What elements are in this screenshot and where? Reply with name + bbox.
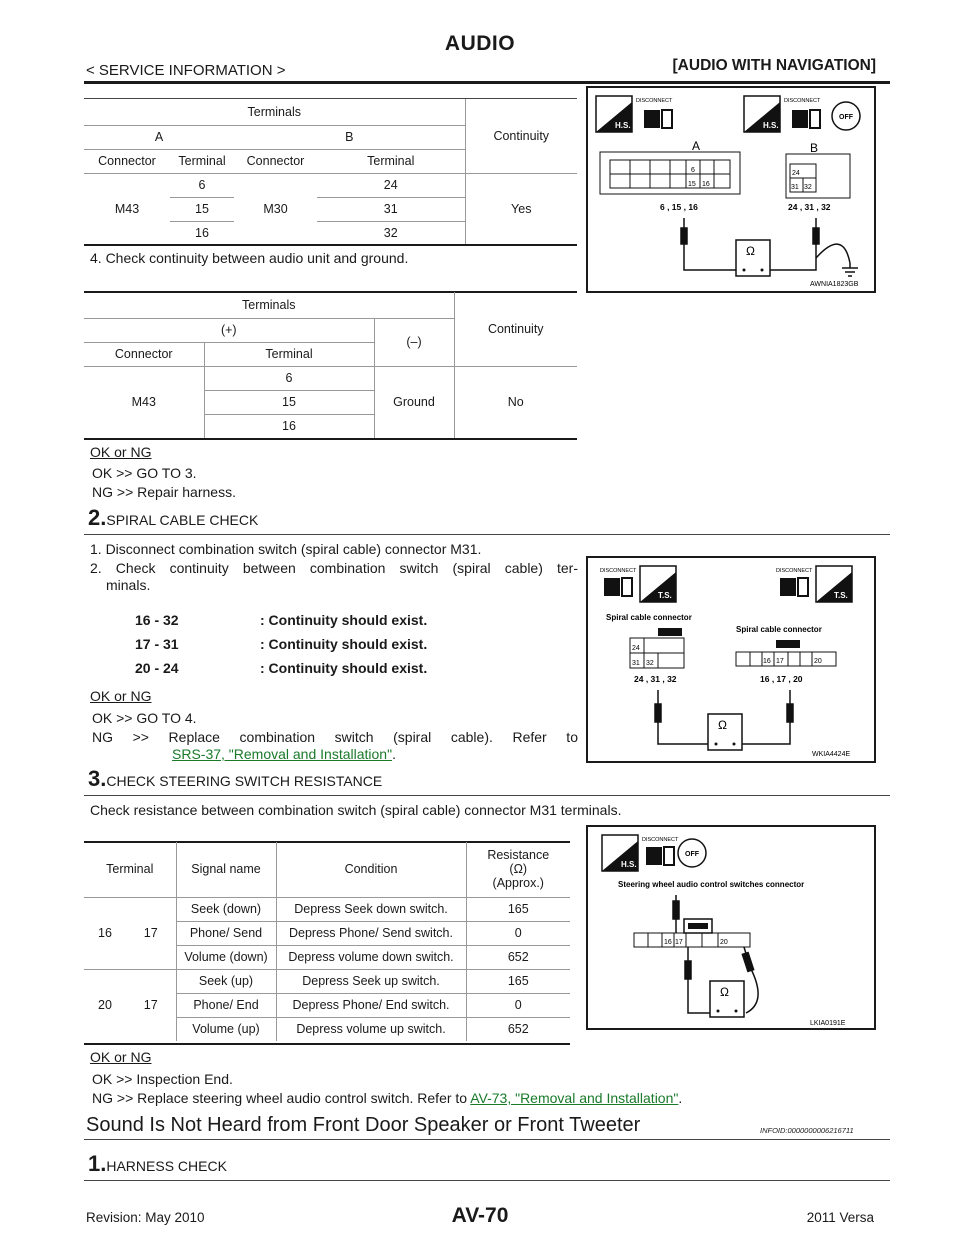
disconnect-icon	[600, 568, 637, 596]
table-header-b: B	[234, 125, 465, 149]
table-cell-value: 652	[466, 945, 570, 969]
table-cell-condition: Depress Seek down switch.	[276, 897, 466, 921]
hs-icon	[602, 835, 638, 871]
ng-result: NG >> Replace combination switch (spiral cable). Refer to	[92, 729, 578, 745]
step-number: 3.	[88, 766, 107, 791]
svg-text:24: 24	[632, 645, 640, 652]
connector-a-label: A	[692, 139, 701, 153]
table-header-a: A	[84, 125, 234, 149]
svg-text:H.S.: H.S.	[615, 121, 631, 130]
resistance-unit: (Ω)	[509, 862, 528, 877]
step-2-line-1: 1. Disconnect combination switch (spiral cable) connector M31.	[90, 541, 482, 557]
disconnect-icon	[784, 98, 821, 128]
wiring-diagram	[588, 827, 874, 1028]
table-cell-terminal: 17	[126, 897, 176, 969]
link-period: .	[678, 1090, 683, 1106]
step-3-line-1: Check resistance between combination switch (spiral cable) connector M31 terminals.	[90, 802, 622, 818]
table-bottom-rule	[84, 244, 577, 246]
table-header-continuity: Continuity	[454, 292, 577, 366]
table-cell-signal: Seek (down)	[176, 897, 276, 921]
hs-icon	[596, 96, 632, 132]
step-2-heading	[88, 505, 258, 531]
step-1-heading	[88, 1151, 227, 1177]
table-header-signal: Signal name	[176, 842, 276, 897]
step-rule	[84, 795, 890, 796]
ts-icon	[640, 566, 676, 602]
table-cell-signal: Volume (down)	[176, 945, 276, 969]
svg-text:16: 16	[664, 939, 672, 946]
table-bottom-rule	[84, 438, 577, 440]
ohmmeter-icon	[736, 240, 770, 276]
section-heading: Sound Is Not Heard from Front Door Speaker or Front Tweeter	[86, 1114, 641, 1136]
ohmmeter-icon	[708, 714, 742, 750]
resistance-table	[84, 842, 570, 1041]
table-cell-value: 0	[466, 993, 570, 1017]
table-cell-value: 0	[466, 921, 570, 945]
table-header-continuity: Continuity	[465, 99, 577, 173]
table-cell-value: 165	[466, 969, 570, 993]
footer-revision: Revision: May 2010	[86, 1210, 205, 1225]
ok-or-ng-label: OK or NG	[90, 1049, 152, 1065]
left-connector-label: Spiral cable connector	[606, 613, 692, 622]
step-title: CHECK STEERING SWITCH RESISTANCE	[106, 773, 383, 789]
table-header-terminal: Terminal	[317, 149, 465, 173]
figure-steering-switch	[586, 825, 876, 1030]
ng-result: NG >> Replace steering wheel audio control switch. Refer to	[92, 1090, 468, 1106]
table-header-plus: (+)	[84, 318, 374, 342]
table-cell-connector: M30	[263, 202, 288, 217]
svg-text:OFF: OFF	[839, 114, 853, 121]
svg-text:31: 31	[632, 660, 640, 667]
continuity-check-pins: 17 - 31	[135, 636, 179, 652]
wiring-diagram	[588, 558, 874, 761]
table-header-terminal: Terminal	[84, 842, 176, 897]
figure-spiral-cable	[586, 556, 876, 763]
table-cell-condition: Depress Phone/ Send switch.	[276, 921, 466, 945]
spiral-connector-right	[736, 640, 836, 666]
pins-label-right: 16 , 17 , 20	[760, 674, 803, 684]
svg-text:OFF: OFF	[685, 851, 699, 858]
connector-label: Steering wheel audio control switches connector	[618, 880, 805, 889]
ohmmeter-icon	[710, 981, 744, 1017]
pins-label-b: 24 , 31 , 32	[788, 202, 831, 212]
table-cell: 31	[317, 197, 465, 221]
svg-text:DISCONNECT: DISCONNECT	[636, 98, 673, 104]
switch-connector	[634, 919, 750, 947]
figure-continuity-a-b	[586, 86, 876, 293]
step-3-heading	[88, 766, 382, 792]
footer-page-number: AV-70	[451, 1204, 509, 1227]
svg-text:Ω: Ω	[746, 244, 755, 258]
svg-text:15: 15	[688, 181, 696, 188]
table-cell: 16	[204, 414, 374, 438]
ground-icon	[842, 263, 858, 276]
svg-text:DISCONNECT: DISCONNECT	[600, 568, 637, 574]
table-cell-condition: Depress Seek up switch.	[276, 969, 466, 993]
page-title: AUDIO	[444, 32, 516, 55]
step-rule	[84, 1180, 890, 1181]
table-header-resistance	[466, 842, 570, 897]
table-cell-signal: Phone/ Send	[176, 921, 276, 945]
table-cell-result: No	[454, 366, 577, 438]
section-rule	[84, 1139, 890, 1140]
resistance-label: Resistance	[487, 848, 550, 863]
svg-text:24: 24	[792, 170, 800, 177]
connector-a	[600, 152, 740, 194]
continuity-check-result: : Continuity should exist.	[260, 636, 428, 652]
table-cell: 6	[170, 173, 234, 197]
svg-text:17: 17	[675, 939, 683, 946]
table-cell-connector: M43	[131, 395, 156, 410]
figure-caption: AWNIA1823GB	[810, 281, 859, 288]
svg-text:32: 32	[804, 184, 812, 191]
srs-37-link[interactable]: SRS-37, "Removal and Installation"	[172, 746, 393, 762]
table-cell-terminal: 17	[143, 998, 158, 1013]
continuity-table-2	[84, 292, 577, 438]
continuity-check-result: : Continuity should exist.	[260, 612, 428, 628]
table-header-minus: (–)	[374, 318, 454, 366]
table-cell-connector: M43	[114, 202, 140, 217]
table-cell-result: Yes	[465, 173, 577, 245]
svg-text:H.S.: H.S.	[763, 121, 779, 130]
header-rule	[84, 81, 890, 84]
table-header-connector: Connector	[84, 149, 170, 173]
disconnect-icon	[642, 837, 679, 865]
figure-caption: LKIA0191E	[810, 1020, 846, 1027]
svg-text:DISCONNECT: DISCONNECT	[642, 837, 679, 843]
svg-text:T.S.: T.S.	[834, 591, 848, 600]
figure-caption: WKIA4424E	[812, 751, 851, 758]
table-header-connector: Connector	[84, 342, 204, 366]
table-cell-condition: Depress Phone/ End switch.	[276, 993, 466, 1017]
step-title: SPIRAL CABLE CHECK	[106, 512, 259, 528]
table-header-condition: Condition	[276, 842, 466, 897]
svg-text:31: 31	[791, 184, 799, 191]
step-4-instruction: 4. Check continuity between audio unit and ground.	[90, 250, 409, 266]
table-cell-condition: Depress volume down switch.	[276, 945, 466, 969]
table-cell-terminal: 20	[98, 998, 112, 1013]
footer-model: 2011 Versa	[806, 1210, 874, 1225]
ng-result: NG >> Repair harness.	[92, 484, 236, 500]
connector-b-label: B	[810, 141, 819, 155]
ignition-off-icon	[832, 102, 860, 130]
pins-label-a: 6 , 15 , 16	[660, 202, 698, 212]
table-header-connector: Connector	[234, 149, 317, 173]
disconnect-icon	[776, 568, 813, 596]
table-cell-signal: Phone/ End	[176, 993, 276, 1017]
info-id: INFOID:0000000006216711	[760, 1126, 854, 1135]
step-2-line-2: 2. Check continuity between combination switch (spiral cable) ter-	[90, 560, 578, 576]
table-header-terminal: Terminal	[170, 149, 234, 173]
table-cell: 32	[383, 226, 398, 241]
connector-b	[786, 154, 850, 198]
ok-result: OK >> GO TO 4.	[92, 710, 197, 726]
table-cell-signal: Volume (up)	[176, 1017, 276, 1041]
step-number: 1.	[88, 1151, 107, 1176]
right-connector-label: Spiral cable connector	[736, 625, 822, 634]
svg-text:16: 16	[763, 658, 771, 665]
table-cell: 6	[204, 366, 374, 390]
svg-text:20: 20	[814, 658, 822, 665]
continuity-check-pins: 16 - 32	[135, 612, 179, 628]
step-title: HARNESS CHECK	[106, 1158, 227, 1174]
ok-result: OK >> Inspection End.	[92, 1071, 233, 1087]
table-header-terminals: Terminals	[84, 292, 454, 318]
table-header-terminals: Terminals	[84, 99, 465, 125]
ok-or-ng-label: OK or NG	[90, 688, 152, 704]
ignition-off-icon	[678, 839, 706, 867]
ts-icon	[816, 566, 852, 602]
svg-text:17: 17	[776, 658, 784, 665]
continuity-table-1	[84, 99, 577, 245]
link-period: .	[392, 746, 396, 762]
hs-icon	[744, 96, 780, 132]
ok-or-ng-label: OK or NG	[90, 444, 152, 460]
table-cell-terminal: 16	[84, 897, 126, 969]
table-cell-condition: Depress volume up switch.	[276, 1017, 466, 1041]
table-cell-ground: Ground	[374, 366, 454, 438]
svg-text:DISCONNECT: DISCONNECT	[784, 98, 821, 104]
table-cell: 16	[195, 226, 209, 241]
wiring-diagram	[588, 88, 874, 291]
svg-text:32: 32	[646, 660, 654, 667]
continuity-check-pins: 20 - 24	[135, 660, 179, 676]
table-cell-value: 652	[466, 1017, 570, 1041]
table-cell: 15	[170, 197, 234, 221]
svg-text:20: 20	[720, 939, 728, 946]
pins-label-left: 24 , 31 , 32	[634, 674, 677, 684]
svg-text:16: 16	[702, 181, 710, 188]
resistance-approx: (Approx.)	[492, 876, 544, 891]
breadcrumb: < SERVICE INFORMATION >	[86, 62, 286, 79]
svg-text:T.S.: T.S.	[658, 591, 672, 600]
svg-text:H.S.: H.S.	[621, 860, 637, 869]
table-cell-signal: Seek (up)	[176, 969, 276, 993]
table-bottom-rule	[84, 1043, 570, 1045]
table-cell-value: 165	[466, 897, 570, 921]
svg-text:Ω: Ω	[718, 718, 727, 732]
step-rule	[84, 534, 890, 535]
svg-text:6: 6	[691, 167, 695, 174]
table-header-terminal: Terminal	[204, 342, 374, 366]
spiral-connector-left	[630, 628, 684, 668]
table-cell: 15	[204, 390, 374, 414]
disconnect-icon	[636, 98, 673, 128]
section-title: [AUDIO WITH NAVIGATION]	[672, 57, 876, 74]
step-number: 2.	[88, 505, 107, 530]
av-73-link[interactable]: AV-73, "Removal and Installation"	[470, 1090, 679, 1106]
continuity-check-result: : Continuity should exist.	[260, 660, 428, 676]
svg-text:DISCONNECT: DISCONNECT	[776, 568, 813, 574]
svg-text:Ω: Ω	[720, 985, 729, 999]
ok-result: OK >> GO TO 3.	[92, 465, 197, 481]
step-2-line-2b: minals.	[106, 577, 151, 593]
table-cell: 24	[317, 173, 465, 197]
